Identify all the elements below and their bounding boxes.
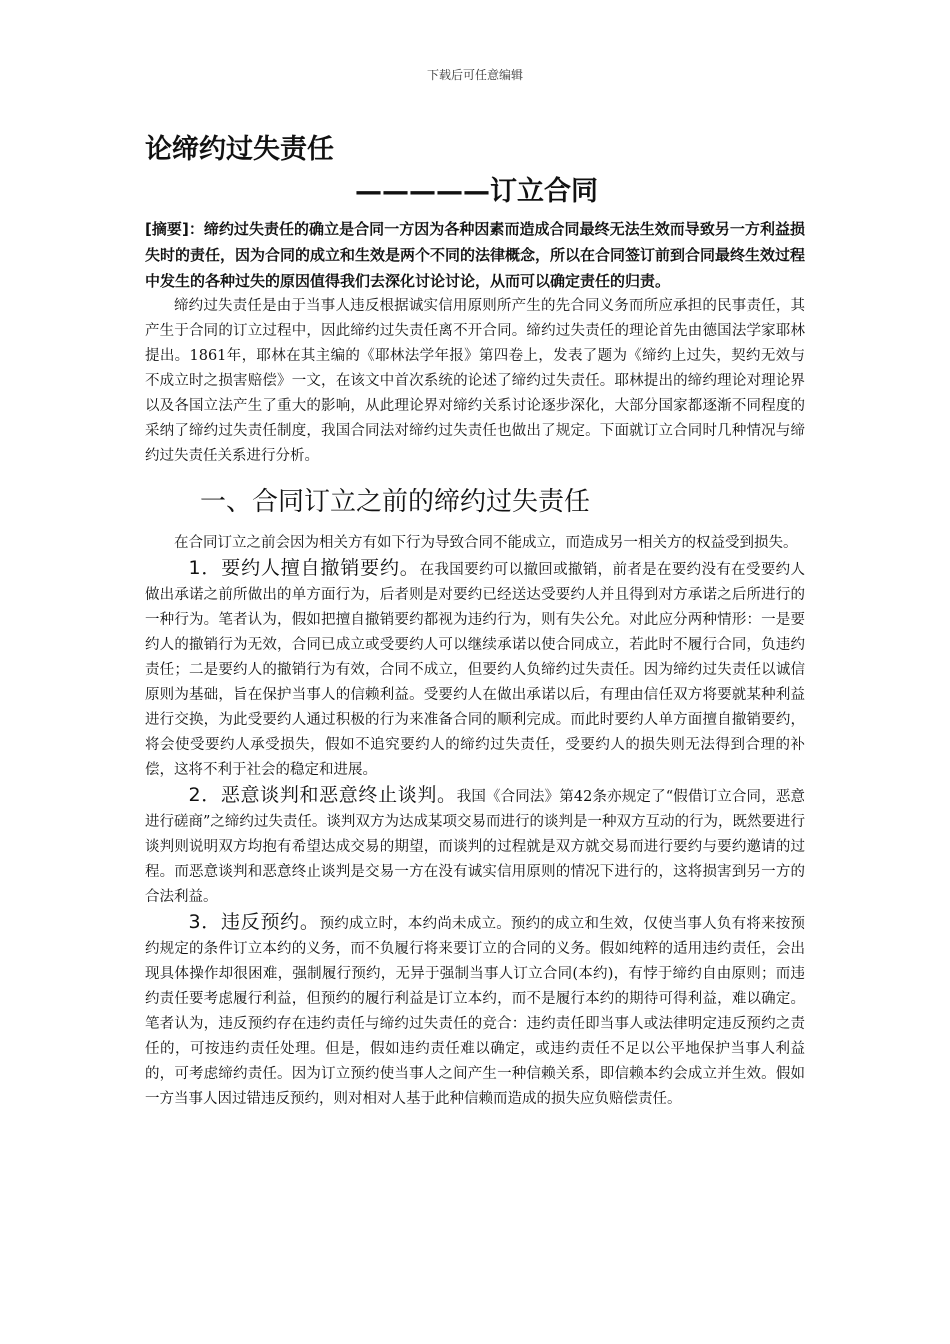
item-body: 预约成立时，本约尚未成立。预约的成立和生效，仅使当事人负有将来按预约规定的条件订立本约的义务，而不负履行将来要订立的合同的义务。假如纯粹的适用违约责任，会出现具体操作却很困难，强制履行预约，无异于强制当事人订立合同(本约)，有悖于缔约自由原则；而违约责任要考虑履行利益，但预约的履行利益是订立本约，而不是履行本约的期待可得利益，难以确定。笔者认为，违反预约存在违约责任与缔约过失责任的竞合：违约责任即当事人或法律明定违反预约之责任的，可按违约责任处理。但是，假如违约责任难以确定，或违约责任不足以公平地保护当事人利益的，可考虑缔约责任。因为订立预约使当事人之间产生一种信赖关系，即信赖本约会成立并生效。假如一方当事人因过错违反预约，则对相对人基于此种信赖而造成的损失应负赔偿责任。 — [145, 916, 806, 1107]
item-body: 在我国要约可以撤回或撤销，前者是在要约没有在受要约人做出承诺之前所做出的单方面行为，后者则是对要约已经送达受要约人并且得到对方承诺之后所进行的一种行为。笔者认为，假如把擅自撤销要约都视为违约行为，则有失公允。对此应分两种情形：一是要约人的撤销行为无效，合同已成立或受要约人可以继续承诺以使合同成立，若此时不履行合同，负违约责任；二是要约人的撤销行为有效，合同不成立，但要约人负缔约过失责任。因为缔约过失责任以诚信原则为基础，旨在保护当事人的信赖利益。受要约人在做出承诺以后，有理由信任双方将要就某种利益进行交换，为此受要约人通过积极的行为来准备合同的顺利完成。而此时要约人单方面擅自撤销要约，将会使受要约人承受损失，假如不追究要约人的缔约过失责任，受要约人的损失则无法得到合理的补偿，这将不利于社会的稳定和进展。 — [145, 562, 806, 778]
header-note: 下载后可任意编辑 — [426, 68, 523, 82]
item-title: 1．要约人擅自撤销要约。 — [188, 557, 420, 579]
document-title: 论缔约过失责任 — [145, 134, 334, 165]
section-lead-paragraph: 在合同订立之前会因为相关方有如下行为导致合同不能成立，而造成另一相关方的权益受到损失。 — [174, 535, 798, 551]
abstract-paragraph: [摘要]：缔约过失责任的确立是合同一方因为各种因素而造成合同最终无法生效而导致另一方利益损失时的责任，因为合同的成立和生效是两个不同的法律概念，所以在合同签订前到合同最终生效过程中发生的各种过失的原因值得我们去深化讨论讨论，从而可以确定责任的归责。 — [145, 220, 806, 290]
item-body: 我国《合同法》第42条亦规定了“假借订立合同，恶意进行磋商”之缔约过失责任。谈判双方为达成某项交易而进行的谈判是一种双方互动的行为，既然要进行谈判则说明双方均抱有希望达成交易的期望，而谈判的过程就是双方就交易而进行要约与要约邀请的过程。而恶意谈判和恶意终止谈判是交易一方在没有诚实信用原则的情况下进行的，这将损害到另一方的合法利益。 — [145, 789, 805, 905]
document-body — [145, 130, 805, 1112]
intro-paragraph: 缔约过失责任是由于当事人违反根据诚实信用原则所产生的先合同义务而所应承担的民事责任，其产生于合同的订立过程中，因此缔约过失责任离不开合同。缔约过失责任的理论首先由德国法学家耶林提出。1861年，耶林在其主编的《耶林法学年报》第四卷上，发表了题为《缔约上过失，契约无效与不成立时之损害赔偿》一文，在该文中首次系统的论述了缔约过失责任。耶林提出的缔约理论对理论界以及各国立法产生了重大的影响，从此理论界对缔约关系讨论逐步深化，大部分国家都逐渐不同程度的采纳了缔约过失责任制度，我国合同法对缔约过失责任也做出了规定。下面就订立合同时几种情况与缔约过失责任关系进行分析。 — [145, 298, 805, 464]
list-item — [145, 910, 805, 1112]
item-title: 3．违反预约。 — [188, 911, 320, 933]
section-heading-1: 一、合同订立之前的缔约过失责任 — [200, 487, 591, 517]
list-item — [145, 783, 805, 910]
document-subtitle: —————订立合同 — [355, 176, 598, 207]
item-title: 2．恶意谈判和恶意终止谈判。 — [188, 784, 457, 806]
list-item — [145, 556, 805, 783]
